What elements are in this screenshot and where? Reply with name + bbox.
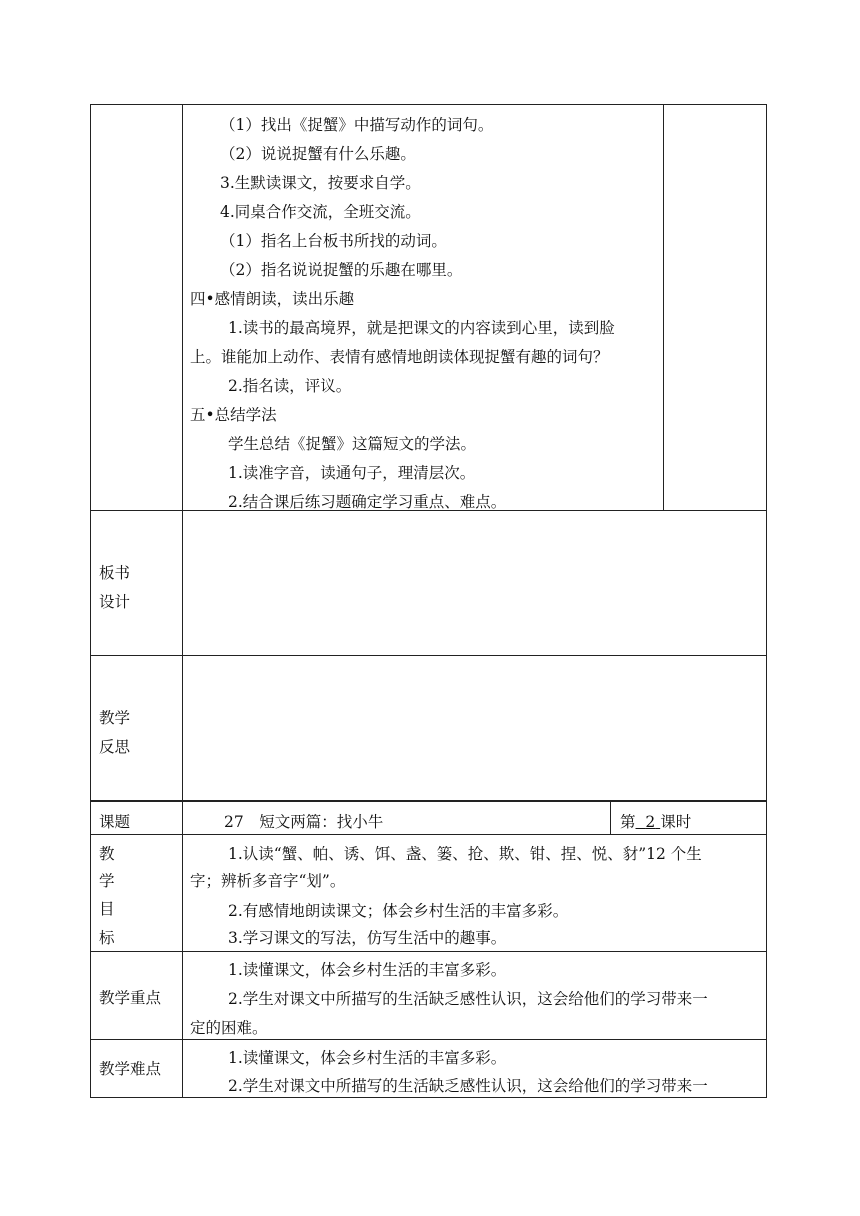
goal-line: 1.认读“蟹、帕、诱、饵、盏、篓、抢、欺、钳、捏、悦、豺”12 个生	[228, 845, 702, 863]
row-divider	[90, 1039, 767, 1040]
key-point-line: 1.读懂课文，体会乡村生活的丰富多彩。	[228, 961, 507, 979]
column-divider	[610, 801, 611, 834]
board-design-label: 设计	[99, 593, 131, 611]
section-heading: 四•感情朗读，读出乐趣	[190, 290, 355, 308]
key-point-line: 2.学生对课文中所描写的生活缺乏感性认识，这会给他们的学习带来一	[228, 990, 708, 1008]
difficulty-line: 2.学生对课文中所描写的生活缺乏感性认识，这会给他们的学习带来一	[228, 1077, 708, 1095]
period-number: 2	[645, 813, 656, 831]
goal-line: 3.学习课文的写法，仿写生活中的趣事。	[228, 929, 507, 947]
content-line: 2.结合课后练习题确定学习重点、难点。	[228, 493, 507, 511]
lesson-title: 27 短文两篇：找小牛	[224, 813, 384, 831]
goals-label-char: 教	[99, 845, 115, 863]
column-divider	[663, 104, 664, 510]
goals-label-char: 学	[99, 872, 115, 890]
goals-label-char: 目	[99, 900, 115, 918]
row-divider	[90, 951, 767, 952]
key-point-line: 定的困难。	[190, 1019, 268, 1037]
content-line: （2）说说捉蟹有什么乐趣。	[220, 145, 416, 163]
lesson-title-label: 课题	[99, 813, 131, 831]
goals-label-char: 标	[99, 929, 115, 947]
content-line: （2）指名说说捉蟹的乐趣在哪里。	[220, 261, 463, 279]
row-divider	[90, 834, 767, 835]
content-line: 2.指名读，评议。	[228, 377, 352, 395]
goal-line: 字；辨析多音字“划”。	[190, 872, 346, 890]
reflection-label: 教学	[99, 709, 131, 727]
row-divider	[90, 800, 767, 802]
difficulty-line: 1.读懂课文，体会乡村生活的丰富多彩。	[228, 1049, 507, 1067]
lesson-plan-table	[90, 104, 767, 1098]
section-heading: 五•总结学法	[190, 406, 277, 424]
content-line: 4.同桌合作交流，全班交流。	[220, 203, 421, 221]
period-prefix: 第	[620, 813, 636, 831]
content-line: 1.读书的最高境界，就是把课文的内容读到心里，读到脸	[228, 319, 615, 337]
content-line: 3.生默读课文，按要求自学。	[220, 174, 421, 192]
row-divider	[90, 655, 767, 656]
board-design-label: 板书	[99, 564, 131, 582]
content-line: 学生总结《捉蟹》这篇短文的学法。	[228, 435, 477, 453]
lesson-period	[620, 812, 691, 832]
content-line: （1）指名上台板书所找的动词。	[220, 232, 447, 250]
difficulties-label: 教学难点	[99, 1060, 162, 1078]
content-line: 1.读准字音，读通句子，理清层次。	[228, 464, 476, 482]
period-suffix: 课时	[660, 813, 692, 831]
content-line: 上。谁能加上动作、表情有感情地朗读体现捉蟹有趣的词句？	[190, 348, 609, 366]
column-divider	[182, 104, 183, 1098]
key-points-label: 教学重点	[99, 989, 162, 1007]
goal-line: 2.有感情地朗读课文；体会乡村生活的丰富多彩。	[228, 902, 569, 920]
reflection-label: 反思	[99, 738, 131, 756]
content-line: （1）找出《捉蟹》中描写动作的词句。	[220, 116, 494, 134]
